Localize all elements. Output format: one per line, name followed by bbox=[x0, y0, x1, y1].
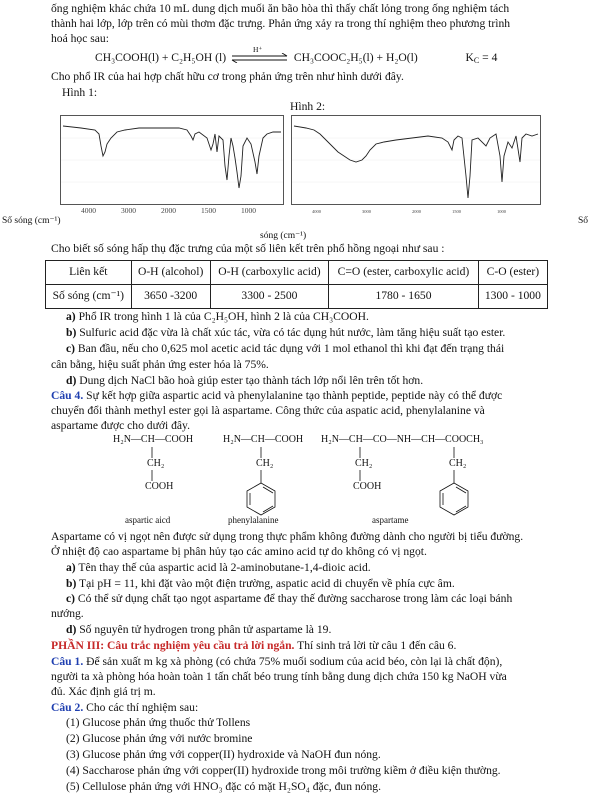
aspartic-acid-structure: H₂N—CH—COOH bbox=[113, 434, 194, 445]
svg-text:2000: 2000 bbox=[161, 206, 176, 215]
svg-text:3000: 3000 bbox=[362, 209, 371, 214]
table-header-cell: C=O (ester, carboxylic acid) bbox=[329, 261, 479, 285]
intro-line-1: ống nghiệm khác chứa 10 mL dung dịch muối ăn bão hòa thì thấy chất lỏng trong ống nghiệm tách bbox=[51, 2, 510, 15]
c1-line-1: Câu 1. Để sản xuất m kg xà phòng (có chứa 75% muối sodium của acid béo, còn lại là chất độn), bbox=[51, 655, 503, 668]
ir-intro: Cho phổ IR của hai hợp chất hữu cơ trong phản ứng trên như hình dưới đây. bbox=[51, 70, 404, 83]
equation-right: CH₃COOC₂H₅(l) + H₂O(l) bbox=[293, 51, 418, 64]
table-cell: 3300 - 2500 bbox=[210, 285, 328, 309]
q3-statement-c-cont: cân bằng, hiệu suất phản ứng ester hóa là 75%. bbox=[51, 358, 269, 371]
q3-statement-b: b) Sulfuric acid đặc vừa là chất xúc tác, vừa có tác dụng hút nước, làm tăng hiệu suất tạo ester. bbox=[66, 326, 506, 339]
catalyst: H⁺ bbox=[252, 45, 263, 55]
q4-title: Câu 4. bbox=[51, 389, 84, 402]
svg-text:4000: 4000 bbox=[312, 209, 321, 214]
svg-text:1000: 1000 bbox=[241, 206, 256, 215]
table-header-cell: C-O (ester) bbox=[478, 261, 547, 285]
table-header-cell: O-H (alcohol) bbox=[131, 261, 210, 285]
q3-statement-d: d) Dung dịch NaCl bão hoà giúp ester tạo thành tách lớp nổi lên trên tốt hơn. bbox=[66, 374, 424, 387]
c1-line-2: người ta xà phòng hóa hoàn toàn 1 tấn chất béo trung tính bằng dung dịch chứa 150 kg NaOH vừa bbox=[51, 670, 507, 683]
intro-line-2: thành hai lớp, lớp trên có mùi thơm đặc trưng. Phản ứng xảy ra trong thí nghiệm theo phương trình bbox=[51, 17, 511, 30]
svg-text:1500: 1500 bbox=[452, 209, 461, 214]
structure-bonds bbox=[113, 434, 553, 529]
equilibrium-arrow bbox=[229, 45, 291, 63]
q4-line-2: chuyển đổi thành methyl ester gọi là aspartame. Công thức của aspatic acid, phenylalanine và bbox=[51, 404, 485, 417]
phenylalanine-structure: H₂N—CH—COOH bbox=[223, 434, 304, 445]
svg-text:1500: 1500 bbox=[201, 206, 216, 215]
ir-spectrum-1-plot bbox=[61, 116, 283, 216]
caption-aspartame: aspartame bbox=[372, 515, 409, 525]
q4-line-1: Câu 4. Sự kết hợp giữa aspartic acid và phenylalanine tạo thành peptide, peptide này có thể được bbox=[51, 389, 503, 402]
equilibrium-arrow-icon bbox=[229, 53, 291, 63]
c2-item: (2) Glucose phản ứng với nước bromine bbox=[66, 732, 253, 745]
c2-title: Câu 2. bbox=[51, 701, 84, 714]
table-intro: Cho biết số sóng hấp thụ đặc trưng của một số liên kết trên phổ hồng ngoại như sau : bbox=[51, 242, 445, 255]
table-header-cell: Liên kết bbox=[46, 261, 132, 285]
c2-line-1: Câu 2. Cho các thí nghiệm sau: bbox=[51, 701, 199, 714]
part-3-heading: PHẦN III: Câu trắc nghiệm yêu cầu trả lời ngắn. Thí sinh trả lời từ câu 1 đến câu 6. bbox=[51, 639, 457, 652]
q4-paragraph-2: Ở nhiệt độ cao aspartame bị phân hủy tạo các amino acid tự do không có vị ngọt. bbox=[51, 545, 427, 558]
q4-statement-b: b) Tại pH = 11, khi đặt vào một điện trường, aspatic acid di chuyển về phía cực âm. bbox=[66, 577, 455, 590]
q4-statement-c: c) Có thể sử dụng chất tạo ngọt aspartame để thay thế đường saccharose trong làm các loại bánh bbox=[66, 592, 513, 605]
svg-text:2000: 2000 bbox=[412, 209, 421, 214]
ir-spectrum-2-plot bbox=[292, 116, 540, 216]
q4-statement-a: a) Tên thay thế của aspartic acid là 2-aminobutane-1,4-dioic acid. bbox=[66, 561, 371, 574]
c1-title: Câu 1. bbox=[51, 655, 84, 668]
svg-text:4000: 4000 bbox=[81, 206, 96, 215]
c2-item: (1) Glucose phản ứng thuốc thử Tollens bbox=[66, 716, 251, 729]
table-cell: 1300 - 1000 bbox=[478, 285, 547, 309]
wavenumber-label-right: Số bbox=[578, 216, 589, 226]
ir-spectrum-2 bbox=[291, 115, 541, 214]
caption-aspartic-acid: aspartic aicd bbox=[125, 515, 171, 525]
table-cell: 1780 - 1650 bbox=[329, 285, 479, 309]
q4-statement-d: d) Số nguyên tử hydrogen trong phân tử aspartame là 19. bbox=[66, 623, 332, 636]
c2-item: (4) Saccharose phản ứng với copper(II) hydroxide trong môi trường kiềm ở điều kiện thường. bbox=[66, 764, 501, 777]
wavenumber-label-left: Số sóng (cm⁻¹) bbox=[2, 216, 61, 226]
figure-2-label: Hình 2: bbox=[290, 100, 326, 113]
c2-item: (5) Cellulose phản ứng với HNO₃ đặc có mặt H₂SO₄ đặc, đun nóng. bbox=[66, 780, 381, 793]
q4-line-3: aspartame được cho dưới đây. bbox=[51, 419, 191, 432]
table-header-cell: O-H (carboxylic acid) bbox=[210, 261, 328, 285]
table-header-row bbox=[46, 261, 548, 285]
ir-bond-table bbox=[45, 260, 548, 309]
q3-statement-c: c) Ban đầu, nếu cho 0,625 mol acetic acid tác dụng với 1 mol ethanol thì khi đạt đến trạng thái bbox=[66, 342, 505, 355]
ir-spectrum-1 bbox=[60, 115, 284, 215]
table-row-label: Số sóng (cm⁻¹) bbox=[46, 285, 132, 309]
kc-label: K bbox=[465, 51, 474, 64]
wavenumber-label-center: sóng (cm⁻¹) bbox=[260, 231, 307, 241]
equation: CH₃COOH(l) + C₂H₅OH (l) H⁺ CH₃COOC₂H₅(l) + H₂O(l) $K_C = 4$ bbox=[95, 45, 498, 65]
table-row bbox=[46, 285, 548, 309]
table-cell: 3650 -3200 bbox=[131, 285, 210, 309]
structures-figure: H₂N—CH—COOH CH₂ COOH H₂N—CH—COOH CH₂ H₂N—CH—CO—NH—CH—COOCH₃ CH₂ COOH CH₂ bbox=[113, 434, 553, 529]
q3-statement-a: a) Phổ IR trong hình 1 là của C₂H₅OH, hình 2 là của CH₃COOH. bbox=[66, 310, 369, 323]
q4-paragraph-1: Aspartame có vị ngọt nên được sử dụng trong thực phẩm không đường dành cho người bị tiểu đường. bbox=[51, 530, 524, 543]
svg-text:1000: 1000 bbox=[497, 209, 506, 214]
equation-left: CH₃COOH(l) + C₂H₅OH (l) bbox=[95, 51, 227, 64]
figure-1-label: Hình 1: bbox=[62, 86, 98, 99]
aspartame-structure: H₂N—CH—CO—NH—CH—COOCH₃ bbox=[321, 434, 484, 445]
caption-phenylalanine: phenylalanine bbox=[228, 515, 279, 525]
intro-line-3: hoá học sau: bbox=[51, 32, 109, 45]
c2-item: (3) Glucose phản ứng với copper(II) hydroxide và NaOH đun nóng. bbox=[66, 748, 381, 761]
q4-statement-c-cont: nướng. bbox=[51, 607, 84, 620]
c1-line-3: đủ. Xác định giá trị m. bbox=[51, 685, 156, 698]
svg-text:3000: 3000 bbox=[121, 206, 136, 215]
